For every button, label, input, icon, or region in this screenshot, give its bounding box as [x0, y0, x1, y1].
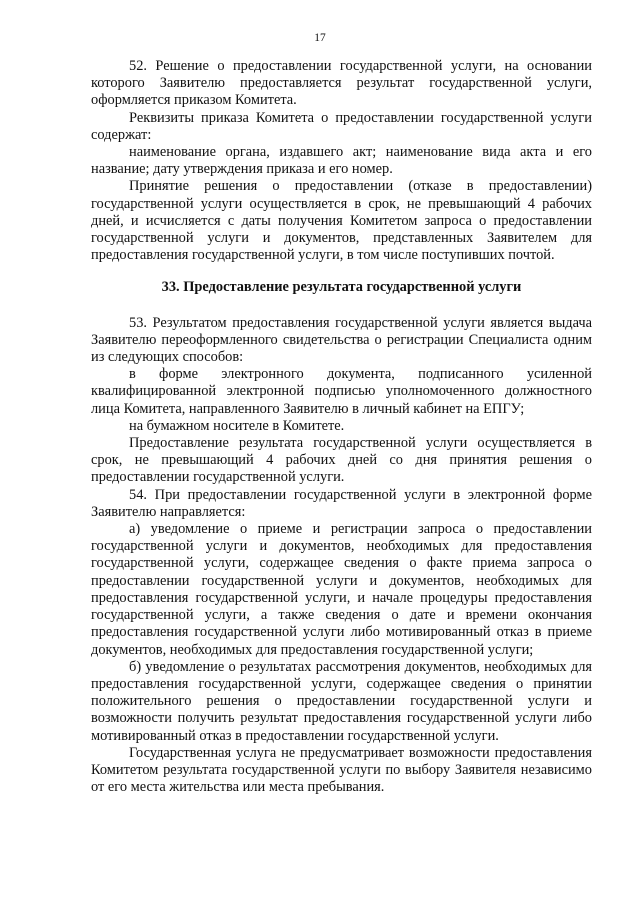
paragraph-extraterritorial: Государственная услуга не предусматривает возможности предоставления Комитетом результата государственной услуги по выбору Заявителя независимо от его места жительства или места пребывания.: [91, 744, 592, 796]
paragraph-electronic-form: в форме электронного документа, подписанного усиленной квалифицированной электронной подписью уполномоченного должностного лица Комитета, направленного Заявителю в личный кабинет на ЕПГУ;: [91, 366, 592, 417]
paragraph-54: 54. При предоставлении государственной услуги в электронной форме Заявителю направляется:: [91, 486, 592, 520]
paragraph-54-a: а) уведомление о приеме и регистрации запроса о предоставлении государственной услуги и документов, необходимых для предоставления государственной услуги, содержащее сведения о факте приема запроса о предоставлении государственной услуги и документов, необходимых для предоставления государственной услуги, и начале процедуры предоставления государственной услуги, а также сведения о дате и времени окончания предоставления государственной услуги либо мотивированный отказ в приеме документов, необходимых для предоставления государственной услуги;: [91, 521, 592, 658]
paragraph-53: 53. Результатом предоставления государственной услуги является выдача Заявителю переоформленного свидетельства о регистрации Специалиста одним из следующих способов:: [91, 314, 592, 366]
paragraph-result-term: Предоставление результата государственной услуги осуществляется в срок, не превышающий 4 рабочих дней со дня принятия решения о предоставлении государственной услуги.: [91, 435, 592, 486]
document-body: [91, 58, 592, 796]
paragraph-52: 52. Решение о предоставлении государственной услуги, на основании которого Заявителю предоставляется результат государственной услуги, оформляется приказом Комитета.: [91, 58, 592, 109]
paragraph-54-b: б) уведомление о результатах рассмотрения документов, необходимых для предоставления государственной услуги, содержащее сведения о принятии положительного решения о предоставлении государственной услуги и возможности получить результат предоставления государственной услуги либо мотивированный отказ в предоставлении государственной услуги.: [91, 658, 592, 744]
page-number: 17: [314, 32, 326, 44]
paragraph-decision-term: Принятие решения о предоставлении (отказе в предоставлении) государственной услуги осуществляется в срок, не превышающий 4 рабочих дней, и исчисляется с даты получения Комитетом запроса о предоставлении государственной услуги и документов, представленных Заявителем для предоставления государственной услуги, в том числе поступивших почтой.: [91, 178, 592, 264]
paragraph-order-contents: наименование органа, издавшего акт; наименование вида акта и его название; дату утверждения приказа и его номер.: [91, 144, 592, 178]
paragraph-paper-form: на бумажном носителе в Комитете.: [129, 417, 345, 434]
section-heading-33: 33. Предоставление результата государственной услуги: [161, 279, 522, 296]
paragraph-order-requisites: Реквизиты приказа Комитета о предоставлении государственной услуги содержат:: [91, 109, 592, 143]
